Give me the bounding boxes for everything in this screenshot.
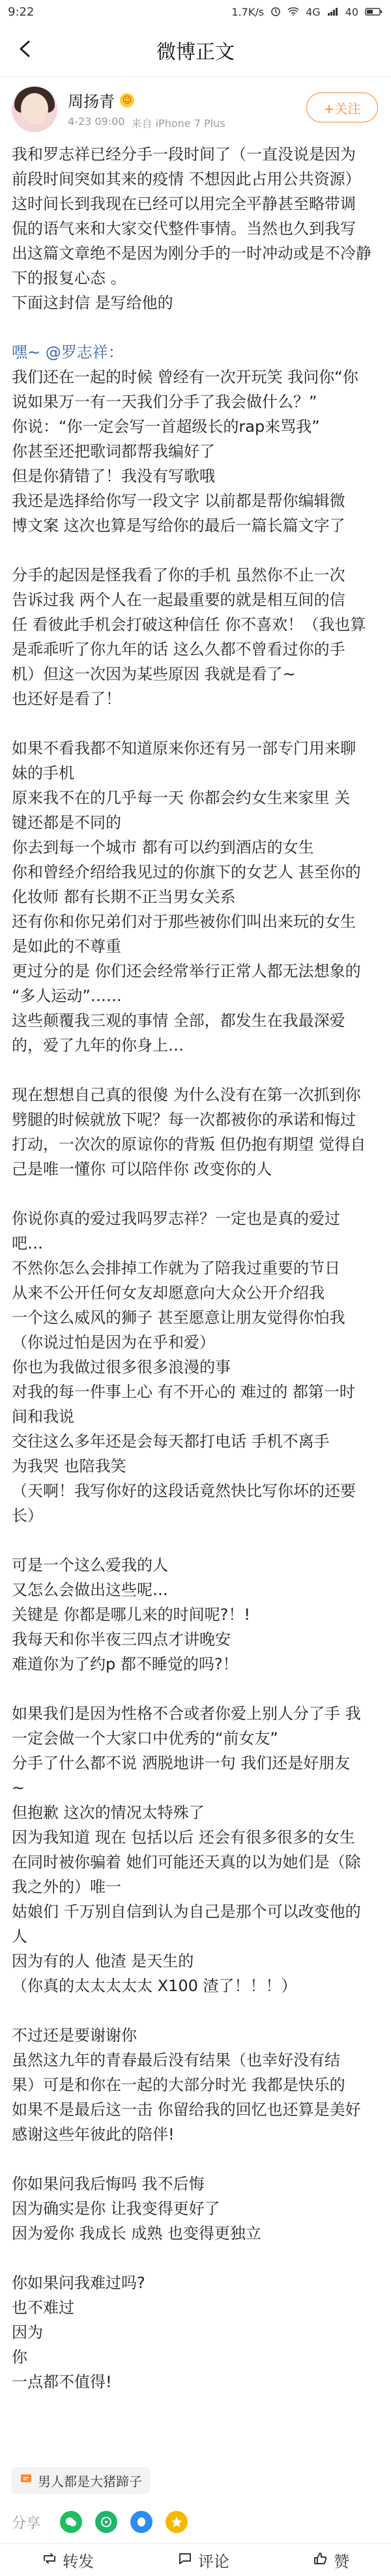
text-line: 说如果万一有一天我们分手了我会做什么？”	[12, 393, 317, 411]
text-line: 下面这封信 是写给他的	[12, 294, 173, 312]
text-line: 出这篇文章绝不是因为刚分手的一时冲动或是不冷静	[12, 244, 371, 262]
text-line: 你和曾经介绍给我见过的你旗下的女艺人 甚至你的	[12, 863, 361, 881]
text-line: 你	[12, 2348, 27, 2366]
text-line: 你也为我做过很多很多浪漫的事	[12, 1358, 231, 1376]
text-line: 侃的语气来和大家交代整件事情。当然也久到我写	[12, 219, 356, 238]
network-speed: 1.7K/s	[231, 5, 265, 18]
post-source: 来自 iPhone 7 Plus	[131, 117, 225, 130]
share-label: 分享	[12, 2515, 41, 2532]
text-line: 告诉过我 两个人在一起最重要的就是相互间的信	[12, 591, 345, 609]
text-line: 你说你真的爱过我吗罗志祥？一定也是真的爱过	[12, 1210, 340, 1228]
text-line: 因为确实是你 让我变得更好了	[12, 2200, 220, 2218]
text-line: （你真的太太太太太 X100 渣了！！！）	[12, 1977, 297, 1995]
text-line: 你如果问我后悔吗 我不后悔	[12, 2175, 205, 2193]
post-time: 4-23 09:00	[68, 115, 125, 128]
battery-level: 40	[345, 5, 358, 18]
paragraph-8	[12, 1701, 379, 1998]
text-line: 你说：“你一定会写一首超级长的rap来骂我”	[12, 418, 320, 436]
text-line: 感谢这些年彼此的陪伴!	[12, 2125, 175, 2144]
text-line: 博文案 这次也算是写给你的最后一篇长篇文字了	[12, 517, 345, 535]
topic-tag[interactable]	[12, 2467, 150, 2494]
like-button[interactable]	[313, 2549, 349, 2571]
text-line: 姑娘们 千万别自信到认为自己是那个可以改变他的	[12, 1903, 361, 1921]
paragraph-11	[12, 2271, 379, 2394]
text-line: 你去到每一个城市 都有可以约到酒店的女生	[12, 838, 314, 856]
text-line: 更过分的是 你们还会经常举行正常人都无法想象的	[12, 962, 361, 980]
bottom-action-bar	[0, 2543, 391, 2576]
text-line: 这些颠覆我三观的事情 全部，都发生在我最深爱	[12, 1012, 345, 1030]
paragraph-7	[12, 1553, 379, 1677]
status-bar	[0, 0, 391, 23]
top-nav	[0, 23, 391, 77]
text-line: 化妆师 都有长期不正当男女关系	[12, 888, 236, 906]
text-line: 你如果问我难过吗?	[12, 2274, 145, 2292]
tag-label: 男人都是大猪蹄子	[38, 2474, 142, 2489]
text-line: 因为爱你 我成长 成熟 也变得更独立	[12, 2224, 261, 2243]
signal-icon	[327, 7, 339, 16]
text-line: 又怎么会做出这些呢…	[12, 1581, 168, 1599]
text-line: 一定会做一个大家口中优秀的“前女友”	[12, 1729, 278, 1748]
paragraph-10	[12, 2172, 379, 2246]
text-line: 交往这么多年还是会每天都打电话 手机不离手	[12, 1432, 330, 1451]
tag-icon	[20, 2472, 33, 2489]
alarm-icon	[270, 7, 281, 17]
text-line: ~	[12, 1779, 25, 1797]
text-line: 如果我们是因为性格不合或者你爱上别人分了手 我	[12, 1705, 361, 1723]
paragraph-3	[12, 563, 379, 711]
text-line: 人	[12, 1927, 27, 1946]
mention-line[interactable]: 嘿~ @罗志祥：	[12, 343, 124, 361]
text-line: 妹的手机	[12, 764, 74, 782]
text-line: 也不难过	[12, 2299, 74, 2317]
text-line: 但是你猜错了！我没有写歌哦	[12, 467, 215, 485]
text-line: 不然你怎么会排掉工作就为了陪我过重要的节日	[12, 1259, 340, 1277]
comment-label: 评论	[198, 2553, 229, 2571]
text-line: 键还都是不同的	[12, 814, 121, 832]
paragraph-1	[12, 142, 379, 315]
status-time: 9:22	[8, 5, 35, 19]
text-line: 难道你为了约p 都不睡觉的吗?！	[12, 1655, 239, 1673]
paragraph-5	[12, 1083, 379, 1182]
text-line: 为我哭 也陪我笑	[12, 1457, 126, 1475]
text-line: 如果不看我都不知道原来你还有另一部专门用来聊	[12, 739, 356, 757]
text-line: 一点都不值得!	[12, 2373, 112, 2391]
text-line: （天啊！我写你好的这段话竟然快比写你坏的还要	[12, 1482, 356, 1500]
text-line: 吧…	[12, 1234, 43, 1253]
user-line	[68, 89, 225, 111]
text-line: 在同时被你骗着 她们可能还天真的以为她们是（除	[12, 1853, 361, 1871]
back-button[interactable]	[9, 34, 42, 66]
text-line: 是乖乖听了你九年的话 这么久都不曾看过你的手	[12, 640, 345, 658]
text-line: 虽然这九年的青春最后没有结果（也幸好没有结	[12, 2051, 340, 2069]
text-line: 如果不是最后这一击 你留给我的回忆也还算是美好	[12, 2101, 361, 2119]
avatar-face	[21, 93, 48, 124]
text-line: 前段时间突如其来的疫情 不想因此占用公共资源）	[12, 170, 361, 188]
text-line: 打动，一次次的原谅你的背叛 但仍抱有期望 觉得自	[12, 1135, 366, 1154]
text-line: 一个这么威风的狮子 甚至愿意让朋友觉得你怕我	[12, 1309, 345, 1327]
username[interactable]: 周扬青	[68, 92, 115, 111]
moments-icon[interactable]	[95, 2511, 117, 2533]
text-line: 原来我不在的几乎每一天 你都会约女生来家里 关	[12, 789, 351, 807]
text-line: 我还是选择给你写一段文字 以前都是帮你编辑微	[12, 492, 345, 510]
text-line: 分手的起因是怪我看了你的手机 虽然你不止一次	[12, 566, 345, 584]
text-line: 是如此的不尊重	[12, 937, 121, 955]
text-line: 从来不公开任何女友却愿意向大众公开介绍我	[12, 1284, 325, 1302]
text-line: 我之外的）唯一	[12, 1878, 121, 1896]
wifi-icon	[287, 7, 299, 16]
vip-badge-icon: ☺	[120, 93, 134, 107]
text-line: 还有你和你兄弟们对于那些被你们叫出来玩的女生	[12, 913, 356, 931]
text-line: 不过还是要谢谢你	[12, 2026, 137, 2045]
text-line: 机）但这一次因为某些原因 我就是看了~	[12, 665, 296, 683]
text-line: 因为有的人 他渣 是天生的	[12, 1952, 194, 1970]
repost-icon	[42, 2551, 57, 2570]
text-line: 我每天和你半夜三四点才讲晚安	[12, 1630, 231, 1649]
paragraph-2	[12, 340, 379, 538]
comment-icon	[177, 2551, 193, 2570]
text-line: 你甚至还把歌词都帮我编好了	[12, 442, 215, 460]
qq-icon[interactable]	[130, 2511, 152, 2533]
text-line: 我们还在一起的时候 曾经有一次开玩笑 我问你“你	[12, 368, 358, 386]
share-row	[0, 2501, 391, 2543]
text-line: 我和罗志祥已经分手一段时间了（一直没说是因为	[12, 145, 356, 163]
text-line: 果）可是和你在一起的大部分时光 我都是快乐的	[12, 2076, 345, 2094]
text-line: 己是唯一懂你 可以陪伴你 改变你的人	[12, 1160, 272, 1178]
text-line: 的，爱了九年的你身上…	[12, 1036, 184, 1054]
paragraph-9	[12, 2023, 379, 2147]
battery-icon	[365, 7, 383, 16]
post-header	[0, 77, 391, 142]
follow-label: +关注	[323, 100, 361, 117]
follow-button[interactable]	[306, 92, 378, 122]
text-line: （你说过怕是因为在乎和爱）	[12, 1333, 215, 1352]
text-line: 但抱歉 这次的情况太特殊了	[12, 1804, 205, 1822]
repost-button[interactable]	[42, 2549, 94, 2571]
like-label: 赞	[334, 2553, 349, 2571]
repost-label: 转发	[63, 2553, 94, 2571]
status-right	[231, 6, 383, 18]
paragraph-6	[12, 1206, 379, 1528]
thumbs-up-icon	[313, 2551, 328, 2570]
text-line: 可是一个这么爱我的人	[12, 1556, 168, 1574]
text-line: 分手了什么都不说 洒脱地讲一句 我们还是好朋友	[12, 1754, 351, 1772]
text-line: 也还好是看了！	[12, 690, 121, 708]
network-type: 4G	[306, 5, 321, 18]
comment-button[interactable]	[177, 2549, 229, 2571]
text-line: 这时间长到我现在已经可以用完全平静甚至略带调	[12, 195, 356, 213]
back-arrow-icon	[14, 38, 36, 63]
text-line: 下的报复心态 。	[12, 269, 126, 287]
avatar[interactable]	[12, 87, 57, 132]
page-title: 微博正文	[156, 40, 235, 64]
text-line: 对我的每一件事上心 有不开心的 难过的 都第一时	[12, 1383, 355, 1401]
post-content	[0, 142, 391, 2419]
qzone-icon[interactable]	[166, 2511, 188, 2533]
text-line: 关键是 你都是哪儿来的时间呢?！!	[12, 1606, 250, 1624]
text-line: 因为	[12, 2323, 43, 2342]
text-line: 现在想想自己真的很傻 为什么没有在第一次抓到你	[12, 1086, 361, 1104]
text-line: 任 看彼此手机会打破这种信任 你不喜欢！（我也算	[12, 616, 366, 634]
post-meta	[68, 115, 225, 130]
text-line: 劈腿的时候就放下呢？每一次都被你的承诺和悔过	[12, 1111, 356, 1129]
text-line: 间和我说	[12, 1408, 74, 1426]
wechat-icon[interactable]	[60, 2511, 82, 2533]
text-line: 长）	[12, 1507, 43, 1525]
user-block	[68, 89, 225, 130]
text-line: “多人运动”……	[12, 987, 122, 1005]
text-line: 因为我知道 现在 包括以后 还会有很多很多的女生	[12, 1828, 355, 1847]
paragraph-4	[12, 736, 379, 1058]
